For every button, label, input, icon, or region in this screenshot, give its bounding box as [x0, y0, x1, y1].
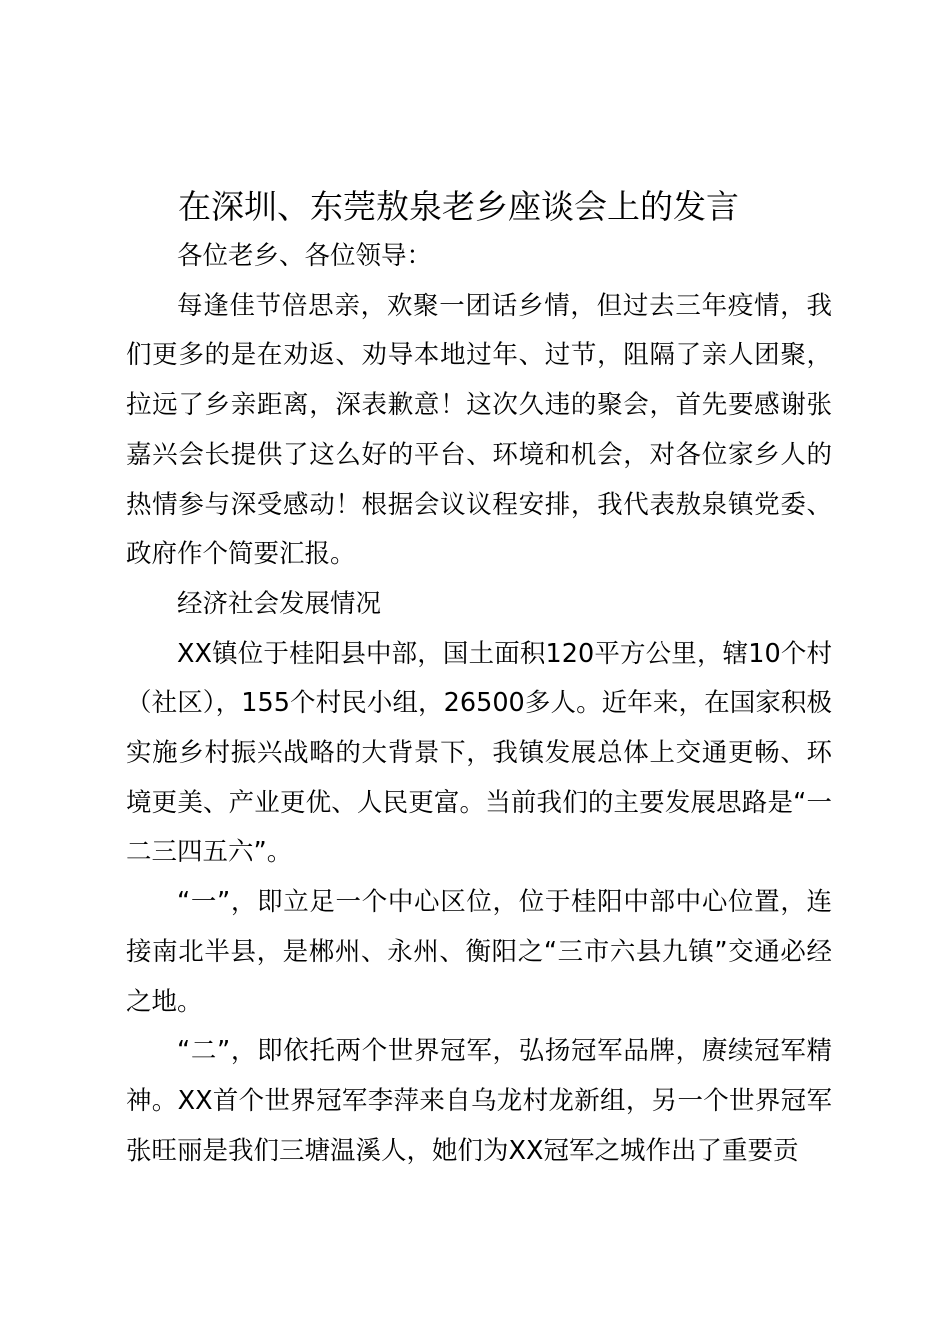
paragraph-two: “二”，即依托两个世界冠军，弘扬冠军品牌，赓续冠军精神。XX首个世界冠军李萍来自乌龙村龙新组，另一个世界冠军张旺丽是我们三塘温溪人，她们为XX冠军之城作出了重要贡	[126, 1036, 832, 1166]
section-heading: 经济社会发展情况	[177, 588, 382, 619]
salutation: 各位老乡、各位领导：	[177, 241, 433, 271]
paragraph-intro: 每逢佳节倍思亲，欢聚一团话乡情，但过去三年疫情，我们更多的是在劝返、劝导本地过年、过节，阻隔了亲人团聚，拉远了乡亲距离，深表歉意！这次久违的聚会，首先要感谢张嘉兴会长提供了这么好的平台、环境和机会，对各位家乡人的热情参与深受感动！根据会议议程安排，我代表敖泉镇党委、政府作个简要汇报。	[126, 290, 832, 570]
document-body	[126, 232, 832, 1176]
paragraph-one: “一”，即立足一个中心区位，位于桂阳中部中心位置，连接南北半县，是郴州、永州、衡阳之“三市六县九镇”交通必经之地。	[126, 887, 832, 1017]
document-title: 在深圳、东莞敖泉老乡座谈会上的发言	[178, 187, 739, 226]
paragraph-overview: XX镇位于桂阳县中部，国土面积120平方公里，辖10个村（社区），155个村民小组，26500多人。近年来，在国家积极实施乡村振兴战略的大背景下，我镇发展总体上交通更畅、环境更美、产业更优、人民更富。当前我们的主要发展思路是“一二三四五六”。	[126, 638, 832, 868]
